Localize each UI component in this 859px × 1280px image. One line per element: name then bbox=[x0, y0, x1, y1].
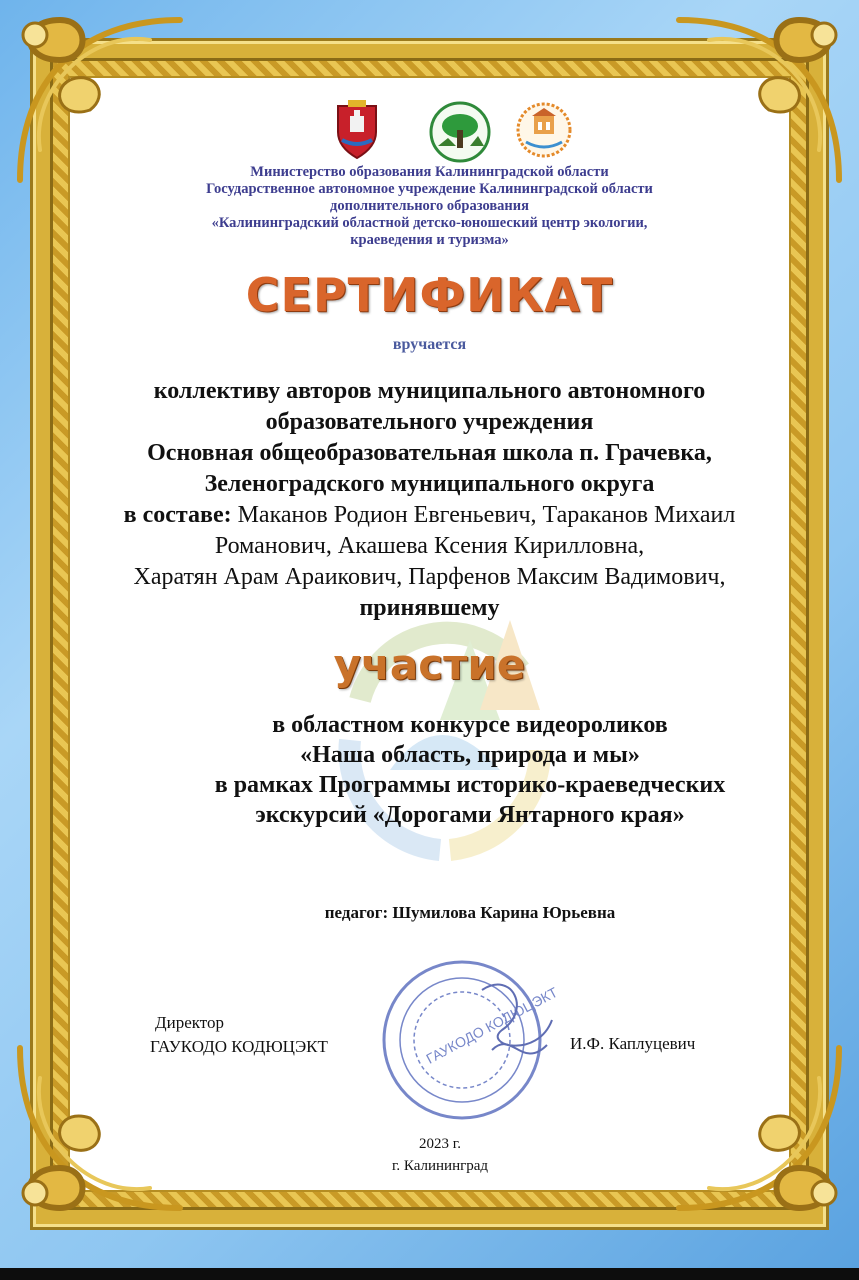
contest-block bbox=[60, 710, 859, 830]
members-text: Маканов Родион Евгеньевич, Тараканов Михаил bbox=[237, 502, 736, 528]
ornament-corner-icon bbox=[659, 1028, 859, 1228]
composition-label: в составе: bbox=[123, 502, 232, 528]
members-line bbox=[0, 500, 859, 531]
ornament-corner-icon bbox=[0, 1028, 200, 1228]
recipient-line: коллективу авторов муниципального автономного bbox=[153, 378, 706, 404]
contest-line: экскурсий «Дорогами Янтарного края» bbox=[255, 802, 685, 828]
members-line: Харатян Арам Араикович, Парфенов Максим Вадимович, bbox=[133, 564, 726, 590]
org-line: дополнительного образования bbox=[330, 198, 529, 214]
awarded-to-label: вручается bbox=[392, 336, 467, 353]
org-line: краеведения и туризма» bbox=[350, 232, 509, 248]
org-line: Министерство образования Калининградской области bbox=[250, 164, 609, 180]
org-line: Государственное автономное учреждение Калининградской области bbox=[206, 181, 653, 197]
certificate-city: г. Калининград bbox=[391, 1158, 489, 1174]
organization-block bbox=[0, 164, 859, 249]
contest-line: в рамках Программы историко-краеведческих bbox=[214, 772, 726, 798]
members-line: Романович, Акашева Ксения Кирилловна, bbox=[214, 533, 645, 559]
certificate-title: СЕРТИФИКАТ bbox=[245, 268, 614, 322]
contest-line: в областном конкурсе видеороликов bbox=[272, 712, 668, 738]
director-title: Директор bbox=[155, 1013, 224, 1032]
director-name: И.Ф. Каплуцевич bbox=[570, 1034, 696, 1053]
recipient-line: образовательного учреждения bbox=[265, 409, 594, 435]
tree-logo-icon bbox=[428, 100, 492, 164]
stamp-icon bbox=[362, 950, 562, 1130]
center-emblem-icon bbox=[516, 100, 572, 162]
teacher-line: педагог: Шумилова Карина Юрьевна bbox=[324, 903, 616, 922]
recipient-line: Основная общеобразовательная школа п. Грачевка, bbox=[147, 440, 712, 466]
stamp-text: ГАУКОДО КОДЮЦЭКТ bbox=[423, 983, 561, 1067]
coat-of-arms-icon bbox=[334, 100, 380, 160]
certificate-year: 2023 г. bbox=[419, 1136, 461, 1152]
logos-row bbox=[0, 100, 859, 170]
participation-word: участие bbox=[333, 640, 526, 689]
accepted-line: принявшему bbox=[359, 595, 500, 621]
director-organization: ГАУКОДО КОДЮЦЭКТ bbox=[150, 1037, 328, 1056]
bottom-strip bbox=[0, 1268, 859, 1280]
contest-line: «Наша область, природа и мы» bbox=[300, 742, 640, 768]
recipient-block bbox=[0, 376, 859, 624]
recipient-line: Зеленоградского муниципального округа bbox=[204, 471, 655, 497]
org-line: «Калининградский областной детско-юношеский центр экологии, bbox=[211, 215, 648, 231]
